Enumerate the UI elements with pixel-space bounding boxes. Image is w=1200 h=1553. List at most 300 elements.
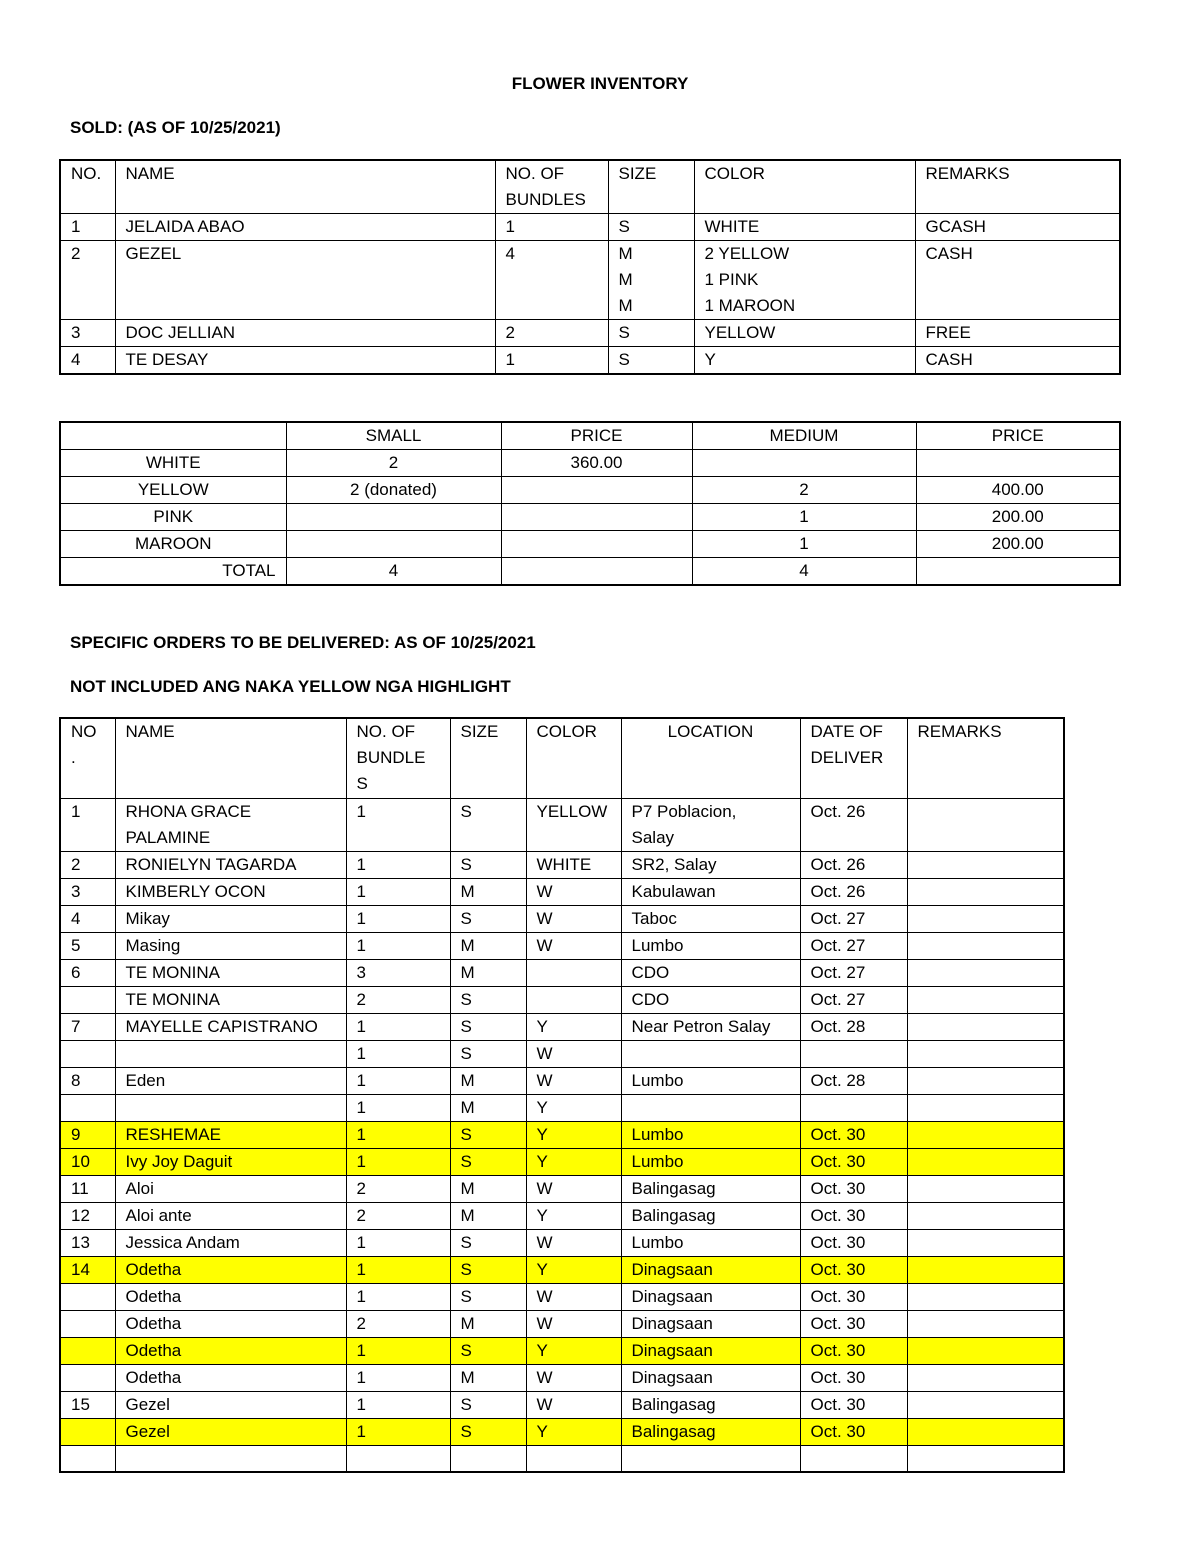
order-cell-remarks (907, 1013, 1064, 1040)
order-cell-size: S (450, 798, 526, 851)
order-cell-location: Dinagsaan (621, 1337, 800, 1364)
order-row (60, 1148, 1064, 1175)
summary-cell (286, 504, 501, 531)
sold-header-bundles: NO. OF BUNDLES (495, 160, 608, 214)
order-cell-bundle: 1 (346, 1229, 450, 1256)
order-cell-date: Oct. 30 (800, 1202, 907, 1229)
sold-cell-name: GEZEL (115, 241, 495, 320)
order-cell-size: S (450, 1148, 526, 1175)
order-cell-remarks (907, 1175, 1064, 1202)
order-cell-color: W (526, 1310, 621, 1337)
order-cell-bundle: 1 (346, 1283, 450, 1310)
order-cell-no (60, 1094, 115, 1121)
order-row (60, 1364, 1064, 1391)
summary-header-cell (60, 422, 286, 450)
order-cell-bundle: 3 (346, 959, 450, 986)
order-cell-bundle: 1 (346, 1121, 450, 1148)
order-cell-name: RHONA GRACE PALAMINE (115, 798, 346, 851)
sold-cell-no: 2 (60, 241, 115, 320)
order-cell-remarks (907, 1256, 1064, 1283)
order-cell-remarks (907, 1445, 1064, 1472)
order-cell-location: CDO (621, 986, 800, 1013)
order-cell-bundle: 2 (346, 1202, 450, 1229)
order-cell-name: TE MONINA (115, 959, 346, 986)
summary-cell: 4 (692, 558, 916, 586)
order-cell-name: Gezel (115, 1418, 346, 1445)
order-row (60, 1283, 1064, 1310)
order-cell-date: Oct. 28 (800, 1067, 907, 1094)
order-cell-date: Oct. 26 (800, 878, 907, 905)
order-cell-size: M (450, 878, 526, 905)
orders-header-bundle: NO. OF BUNDLE S (346, 718, 450, 798)
orders-header-row (60, 718, 1064, 798)
order-cell-date: Oct. 27 (800, 986, 907, 1013)
order-cell-name: Masing (115, 932, 346, 959)
order-cell-no (60, 1445, 115, 1472)
order-cell-name: MAYELLE CAPISTRANO (115, 1013, 346, 1040)
document-title: FLOWER INVENTORY (511, 74, 689, 93)
order-cell-location: Lumbo (621, 1229, 800, 1256)
order-cell-no (60, 1310, 115, 1337)
orders-table (59, 717, 1065, 1473)
order-cell-color (526, 959, 621, 986)
order-cell-date: Oct. 26 (800, 851, 907, 878)
order-cell-remarks (907, 798, 1064, 851)
order-cell-size: S (450, 1040, 526, 1067)
order-cell-no (60, 1337, 115, 1364)
sold-cell-size: S (608, 214, 694, 241)
order-cell-name (115, 1094, 346, 1121)
order-row (60, 1094, 1064, 1121)
order-cell-location: Dinagsaan (621, 1310, 800, 1337)
order-cell-remarks (907, 1310, 1064, 1337)
order-cell-no (60, 1364, 115, 1391)
order-row (60, 798, 1064, 851)
order-cell-size: S (450, 1013, 526, 1040)
order-row (60, 1067, 1064, 1094)
order-cell-no: 5 (60, 932, 115, 959)
sold-row (60, 241, 1120, 320)
order-cell-bundle: 1 (346, 1040, 450, 1067)
order-row (60, 1256, 1064, 1283)
sold-header-no: NO. (60, 160, 115, 214)
summary-row-label: YELLOW (60, 477, 286, 504)
note-heading: NOT INCLUDED ANG NAKA YELLOW NGA HIGHLIGHT (70, 677, 511, 696)
summary-header-cell: PRICE (916, 422, 1120, 450)
order-cell-color: W (526, 932, 621, 959)
sold-header-name: NAME (115, 160, 495, 214)
order-cell-size: M (450, 932, 526, 959)
summary-row-label: MAROON (60, 531, 286, 558)
sold-header-color: COLOR (694, 160, 915, 214)
order-cell-bundle: 2 (346, 986, 450, 1013)
summary-header-cell: MEDIUM (692, 422, 916, 450)
order-cell-location: Near Petron Salay (621, 1013, 800, 1040)
order-cell-date: Oct. 30 (800, 1418, 907, 1445)
order-cell-bundle: 1 (346, 1094, 450, 1121)
order-cell-name: Odetha (115, 1310, 346, 1337)
summary-row-label: WHITE (60, 450, 286, 477)
order-cell-color: Y (526, 1094, 621, 1121)
order-cell-date: Oct. 26 (800, 798, 907, 851)
order-cell-remarks (907, 851, 1064, 878)
sold-cell-no: 4 (60, 347, 115, 375)
order-row (60, 1202, 1064, 1229)
sold-cell-remarks: FREE (915, 320, 1120, 347)
order-cell-bundle: 2 (346, 1175, 450, 1202)
order-cell-remarks (907, 959, 1064, 986)
order-cell-date (800, 1094, 907, 1121)
sold-cell-remarks: CASH (915, 241, 1120, 320)
sold-cell-bundles: 1 (495, 347, 608, 375)
orders-header-size: SIZE (450, 718, 526, 798)
sold-cell-remarks: CASH (915, 347, 1120, 375)
order-cell-size (450, 1445, 526, 1472)
order-cell-no (60, 1418, 115, 1445)
sold-header-row (60, 160, 1120, 214)
order-row (60, 1013, 1064, 1040)
order-cell-color: W (526, 1391, 621, 1418)
summary-cell (916, 558, 1120, 586)
summary-cell: 1 (692, 531, 916, 558)
sold-cell-name: DOC JELLIAN (115, 320, 495, 347)
summary-row-label: TOTAL (60, 558, 286, 586)
order-cell-name (115, 1445, 346, 1472)
sold-cell-no: 1 (60, 214, 115, 241)
order-cell-size: S (450, 1256, 526, 1283)
order-cell-no (60, 1283, 115, 1310)
order-cell-remarks (907, 1040, 1064, 1067)
order-cell-bundle: 2 (346, 1310, 450, 1337)
order-cell-color: Y (526, 1121, 621, 1148)
order-row (60, 1391, 1064, 1418)
order-cell-date: Oct. 30 (800, 1391, 907, 1418)
order-cell-color: Y (526, 1148, 621, 1175)
order-cell-date: Oct. 28 (800, 1013, 907, 1040)
summary-cell (501, 558, 692, 586)
order-cell-location: CDO (621, 959, 800, 986)
summary-cell (286, 531, 501, 558)
order-cell-location: Lumbo (621, 1067, 800, 1094)
order-cell-size: S (450, 1391, 526, 1418)
order-cell-date: Oct. 30 (800, 1256, 907, 1283)
order-cell-remarks (907, 986, 1064, 1013)
order-cell-location (621, 1445, 800, 1472)
sold-cell-color: YELLOW (694, 320, 915, 347)
order-cell-date: Oct. 30 (800, 1229, 907, 1256)
order-cell-no: 15 (60, 1391, 115, 1418)
order-cell-color (526, 1445, 621, 1472)
sold-cell-bundles: 1 (495, 214, 608, 241)
order-cell-bundle: 1 (346, 1364, 450, 1391)
sold-cell-remarks: GCASH (915, 214, 1120, 241)
order-cell-no: 4 (60, 905, 115, 932)
order-cell-bundle (346, 1445, 450, 1472)
order-cell-no: 13 (60, 1229, 115, 1256)
order-cell-location: Lumbo (621, 932, 800, 959)
order-cell-remarks (907, 1229, 1064, 1256)
order-cell-location: SR2, Salay (621, 851, 800, 878)
order-cell-size: M (450, 1094, 526, 1121)
order-cell-size: M (450, 1175, 526, 1202)
order-cell-color: W (526, 1364, 621, 1391)
order-cell-name: Gezel (115, 1391, 346, 1418)
order-cell-no: 8 (60, 1067, 115, 1094)
order-row (60, 1418, 1064, 1445)
order-cell-no: 3 (60, 878, 115, 905)
order-cell-no: 12 (60, 1202, 115, 1229)
order-cell-color: W (526, 878, 621, 905)
order-row (60, 1121, 1064, 1148)
summary-header-cell: PRICE (501, 422, 692, 450)
order-cell-bundle: 1 (346, 851, 450, 878)
order-cell-bundle: 1 (346, 1418, 450, 1445)
order-cell-remarks (907, 1418, 1064, 1445)
order-cell-no: 10 (60, 1148, 115, 1175)
order-cell-color: Y (526, 1256, 621, 1283)
order-cell-name: KIMBERLY OCON (115, 878, 346, 905)
summary-cell (501, 477, 692, 504)
sold-cell-color: WHITE (694, 214, 915, 241)
order-cell-location: Taboc (621, 905, 800, 932)
order-cell-date (800, 1445, 907, 1472)
order-cell-date (800, 1040, 907, 1067)
order-cell-no: 11 (60, 1175, 115, 1202)
order-cell-remarks (907, 1067, 1064, 1094)
order-row (60, 959, 1064, 986)
order-cell-date: Oct. 30 (800, 1283, 907, 1310)
order-cell-remarks (907, 1283, 1064, 1310)
order-cell-name: Odetha (115, 1283, 346, 1310)
order-cell-size: S (450, 851, 526, 878)
summary-row (60, 450, 1120, 477)
sold-cell-color: 2 YELLOW 1 PINK 1 MAROON (694, 241, 915, 320)
order-cell-name: Jessica Andam (115, 1229, 346, 1256)
order-cell-date: Oct. 27 (800, 932, 907, 959)
summary-row (60, 558, 1120, 586)
sold-table (59, 159, 1121, 375)
order-cell-date: Oct. 30 (800, 1364, 907, 1391)
order-cell-name: RESHEMAE (115, 1121, 346, 1148)
order-cell-location: Dinagsaan (621, 1283, 800, 1310)
orders-header-location: LOCATION (621, 718, 800, 798)
summary-header-cell: SMALL (286, 422, 501, 450)
summary-table (59, 421, 1121, 586)
order-cell-no: 7 (60, 1013, 115, 1040)
order-cell-remarks (907, 932, 1064, 959)
order-cell-remarks (907, 1364, 1064, 1391)
order-cell-no (60, 1040, 115, 1067)
order-cell-no: 2 (60, 851, 115, 878)
order-row (60, 878, 1064, 905)
order-row (60, 1310, 1064, 1337)
order-cell-bundle: 1 (346, 1337, 450, 1364)
order-cell-bundle: 1 (346, 878, 450, 905)
order-cell-no: 9 (60, 1121, 115, 1148)
summary-cell: 1 (692, 504, 916, 531)
sold-header-size: SIZE (608, 160, 694, 214)
order-cell-no: 14 (60, 1256, 115, 1283)
sold-heading: SOLD: (AS OF 10/25/2021) (70, 118, 281, 137)
order-cell-color: W (526, 1283, 621, 1310)
order-cell-color: W (526, 1175, 621, 1202)
order-row (60, 932, 1064, 959)
sold-cell-color: Y (694, 347, 915, 375)
order-cell-location: Kabulawan (621, 878, 800, 905)
order-cell-color (526, 986, 621, 1013)
order-cell-remarks (907, 1148, 1064, 1175)
order-cell-color: WHITE (526, 851, 621, 878)
summary-row-label: PINK (60, 504, 286, 531)
order-row (60, 1229, 1064, 1256)
sold-cell-name: JELAIDA ABAO (115, 214, 495, 241)
order-cell-bundle: 1 (346, 905, 450, 932)
sold-row (60, 320, 1120, 347)
order-cell-remarks (907, 905, 1064, 932)
order-cell-name: Ivy Joy Daguit (115, 1148, 346, 1175)
order-cell-no: 1 (60, 798, 115, 851)
order-cell-date: Oct. 30 (800, 1337, 907, 1364)
order-cell-date: Oct. 27 (800, 959, 907, 986)
summary-cell: 360.00 (501, 450, 692, 477)
order-row (60, 986, 1064, 1013)
sold-cell-size: S (608, 320, 694, 347)
order-cell-date: Oct. 27 (800, 905, 907, 932)
order-cell-size: S (450, 1418, 526, 1445)
order-cell-location (621, 1094, 800, 1121)
sold-row (60, 347, 1120, 375)
orders-header-color: COLOR (526, 718, 621, 798)
order-cell-bundle: 1 (346, 798, 450, 851)
orders-heading: SPECIFIC ORDERS TO BE DELIVERED: AS OF 10/25/2021 (70, 633, 536, 652)
sold-cell-name: TE DESAY (115, 347, 495, 375)
order-cell-name: Aloi ante (115, 1202, 346, 1229)
order-cell-size: M (450, 1067, 526, 1094)
order-cell-color: Y (526, 1337, 621, 1364)
order-cell-size: S (450, 905, 526, 932)
sold-header-remarks: REMARKS (915, 160, 1120, 214)
sold-cell-bundles: 2 (495, 320, 608, 347)
order-cell-size: M (450, 1364, 526, 1391)
order-cell-name: RONIELYN TAGARDA (115, 851, 346, 878)
order-cell-color: W (526, 1040, 621, 1067)
order-cell-location: P7 Poblacion, Salay (621, 798, 800, 851)
summary-cell (916, 450, 1120, 477)
summary-row (60, 477, 1120, 504)
order-row (60, 851, 1064, 878)
summary-cell: 200.00 (916, 531, 1120, 558)
order-cell-remarks (907, 1391, 1064, 1418)
order-row (60, 1175, 1064, 1202)
order-cell-no (60, 986, 115, 1013)
order-cell-location (621, 1040, 800, 1067)
orders-header-name: NAME (115, 718, 346, 798)
summary-header-row (60, 422, 1120, 450)
order-cell-name: Eden (115, 1067, 346, 1094)
order-cell-size: S (450, 1283, 526, 1310)
order-cell-size: M (450, 1202, 526, 1229)
order-cell-remarks (907, 1337, 1064, 1364)
order-cell-color: Y (526, 1013, 621, 1040)
order-cell-bundle: 1 (346, 1256, 450, 1283)
order-cell-name: Odetha (115, 1364, 346, 1391)
orders-header-no: NO . (60, 718, 115, 798)
order-cell-date: Oct. 30 (800, 1310, 907, 1337)
order-cell-size: S (450, 986, 526, 1013)
summary-cell: 2 (donated) (286, 477, 501, 504)
sold-cell-size: M M M (608, 241, 694, 320)
order-cell-color: W (526, 1229, 621, 1256)
order-cell-remarks (907, 1202, 1064, 1229)
summary-cell (501, 531, 692, 558)
order-cell-no: 6 (60, 959, 115, 986)
order-cell-bundle: 1 (346, 1067, 450, 1094)
sold-row (60, 214, 1120, 241)
order-cell-name: Mikay (115, 905, 346, 932)
order-row (60, 1040, 1064, 1067)
order-cell-bundle: 1 (346, 1013, 450, 1040)
summary-cell (692, 450, 916, 477)
order-cell-color: Y (526, 1202, 621, 1229)
order-cell-name: TE MONINA (115, 986, 346, 1013)
order-cell-location: Dinagsaan (621, 1256, 800, 1283)
order-cell-location: Balingasag (621, 1175, 800, 1202)
order-cell-name: Aloi (115, 1175, 346, 1202)
sold-cell-size: S (608, 347, 694, 375)
summary-cell: 2 (692, 477, 916, 504)
order-cell-bundle: 1 (346, 1148, 450, 1175)
summary-cell: 2 (286, 450, 501, 477)
order-cell-location: Balingasag (621, 1202, 800, 1229)
orders-header-date: DATE OF DELIVER (800, 718, 907, 798)
sold-cell-no: 3 (60, 320, 115, 347)
order-cell-location: Lumbo (621, 1121, 800, 1148)
summary-row (60, 504, 1120, 531)
order-row (60, 1445, 1064, 1472)
order-cell-location: Balingasag (621, 1418, 800, 1445)
order-cell-remarks (907, 1094, 1064, 1121)
sold-cell-bundles: 4 (495, 241, 608, 320)
orders-header-remarks: REMARKS (907, 718, 1064, 798)
order-cell-date: Oct. 30 (800, 1148, 907, 1175)
order-cell-size: M (450, 959, 526, 986)
order-cell-color: Y (526, 1418, 621, 1445)
summary-cell (501, 504, 692, 531)
order-cell-remarks (907, 1121, 1064, 1148)
order-cell-location: Balingasag (621, 1391, 800, 1418)
order-cell-date: Oct. 30 (800, 1175, 907, 1202)
order-cell-name (115, 1040, 346, 1067)
order-cell-location: Lumbo (621, 1148, 800, 1175)
order-cell-bundle: 1 (346, 1391, 450, 1418)
order-cell-size: S (450, 1121, 526, 1148)
order-cell-remarks (907, 878, 1064, 905)
order-cell-color: W (526, 905, 621, 932)
order-cell-size: S (450, 1229, 526, 1256)
order-cell-name: Odetha (115, 1256, 346, 1283)
order-cell-size: S (450, 1337, 526, 1364)
order-cell-name: Odetha (115, 1337, 346, 1364)
order-cell-location: Dinagsaan (621, 1364, 800, 1391)
order-cell-color: YELLOW (526, 798, 621, 851)
order-row (60, 905, 1064, 932)
summary-cell: 200.00 (916, 504, 1120, 531)
order-cell-date: Oct. 30 (800, 1121, 907, 1148)
order-row (60, 1337, 1064, 1364)
order-cell-bundle: 1 (346, 932, 450, 959)
summary-row (60, 531, 1120, 558)
order-cell-color: W (526, 1067, 621, 1094)
